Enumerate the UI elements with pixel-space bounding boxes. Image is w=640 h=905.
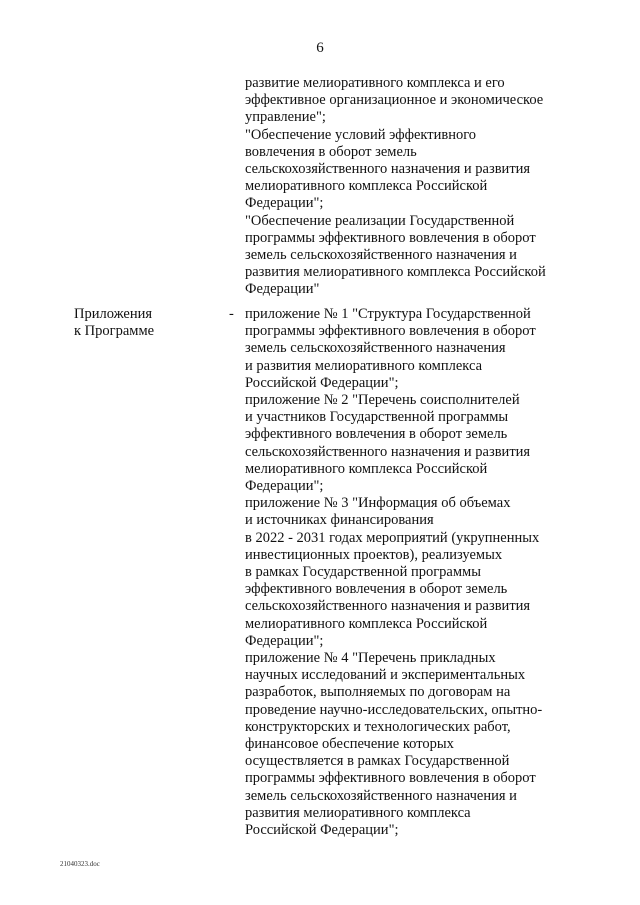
text-line: мелиоративного комплекса Российской (245, 178, 488, 195)
text-line: приложение № 1 "Структура Государственной (245, 306, 531, 322)
text-line: в рамках Государственной программы (245, 564, 481, 581)
program-subprograms-text (245, 75, 575, 299)
text-line: развитие мелиоративного комплекса и его (245, 75, 505, 91)
text-line: и развития мелиоративного комплекса (245, 357, 482, 374)
text-line: эффективного вовлечения в оборот земель (245, 426, 508, 443)
text-line: Федерации"; (245, 478, 324, 495)
text-line: конструкторских и технологических работ, (245, 718, 511, 735)
text-line: вовлечения в оборот земель (245, 143, 417, 160)
text-line: проведение научно-исследовательских, опытно- (245, 701, 543, 718)
text-line: Российской Федерации"; (245, 374, 399, 391)
text-line: инвестиционных проектов), реализуемых (245, 546, 503, 563)
text-line: финансовое обеспечение которых (245, 736, 454, 753)
text-line: мелиоративного комплекса Российской (245, 615, 488, 632)
text-line: программы эффективного вовлечения в оборот (245, 229, 536, 246)
text-line: разработок, выполняемых по договорам на (245, 684, 511, 701)
text-line: приложение № 3 "Информация об объемах (245, 495, 511, 512)
annexes-label (74, 306, 154, 340)
text-line: управление"; (245, 109, 326, 126)
text-line: земель сельскохозяйственного назначения (245, 340, 506, 357)
text-line: сельскохозяйственного назначения и развития (245, 161, 531, 178)
text-line: сельскохозяйственного назначения и развития (245, 443, 531, 460)
text-line: эффективное организационное и экономическое (245, 92, 544, 109)
text-line: Федерации"; (245, 195, 324, 212)
text-line: приложение № 2 "Перечень соисполнителей (245, 392, 520, 409)
text-line: "Обеспечение реализации Государственной (245, 212, 515, 229)
text-line: и источниках финансирования (245, 512, 434, 529)
text-line: мелиоративного комплекса Российской (245, 460, 488, 477)
text-line: приложение № 4 "Перечень прикладных (245, 650, 496, 667)
text-line: "Обеспечение условий эффективного (245, 126, 477, 143)
text-line: земель сельскохозяйственного назначения и (245, 247, 517, 264)
text-line: Федерации" (245, 281, 320, 298)
footer-filename: 21040323.doc (60, 860, 100, 868)
text-line: развития мелиоративного комплекса Российской (245, 264, 546, 281)
text-line: программы эффективного вовлечения в оборот (245, 323, 536, 340)
text-line: научных исследований и экспериментальных (245, 667, 526, 684)
text-line: эффективного вовлечения в оборот земель (245, 581, 508, 598)
annexes-list-text (245, 306, 575, 839)
text-line: сельскохозяйственного назначения и развития (245, 598, 531, 615)
text-line: в 2022 - 2031 годах мероприятий (укрупненных (245, 529, 540, 546)
text-line: программы эффективного вовлечения в оборот (245, 770, 536, 787)
text-line: осуществляется в рамках Государственной (245, 753, 510, 770)
page-number: 6 (316, 40, 324, 56)
text-line: развития мелиоративного комплекса (245, 804, 471, 821)
text-line: Российской Федерации"; (245, 822, 399, 839)
text-line: Федерации"; (245, 632, 324, 649)
annexes-label-line: к Программе (74, 323, 155, 340)
text-line: земель сельскохозяйственного назначения и (245, 787, 517, 804)
annexes-label-line: Приложения (74, 306, 153, 322)
separator-dash: - (229, 306, 234, 322)
text-line: и участников Государственной программы (245, 409, 509, 426)
